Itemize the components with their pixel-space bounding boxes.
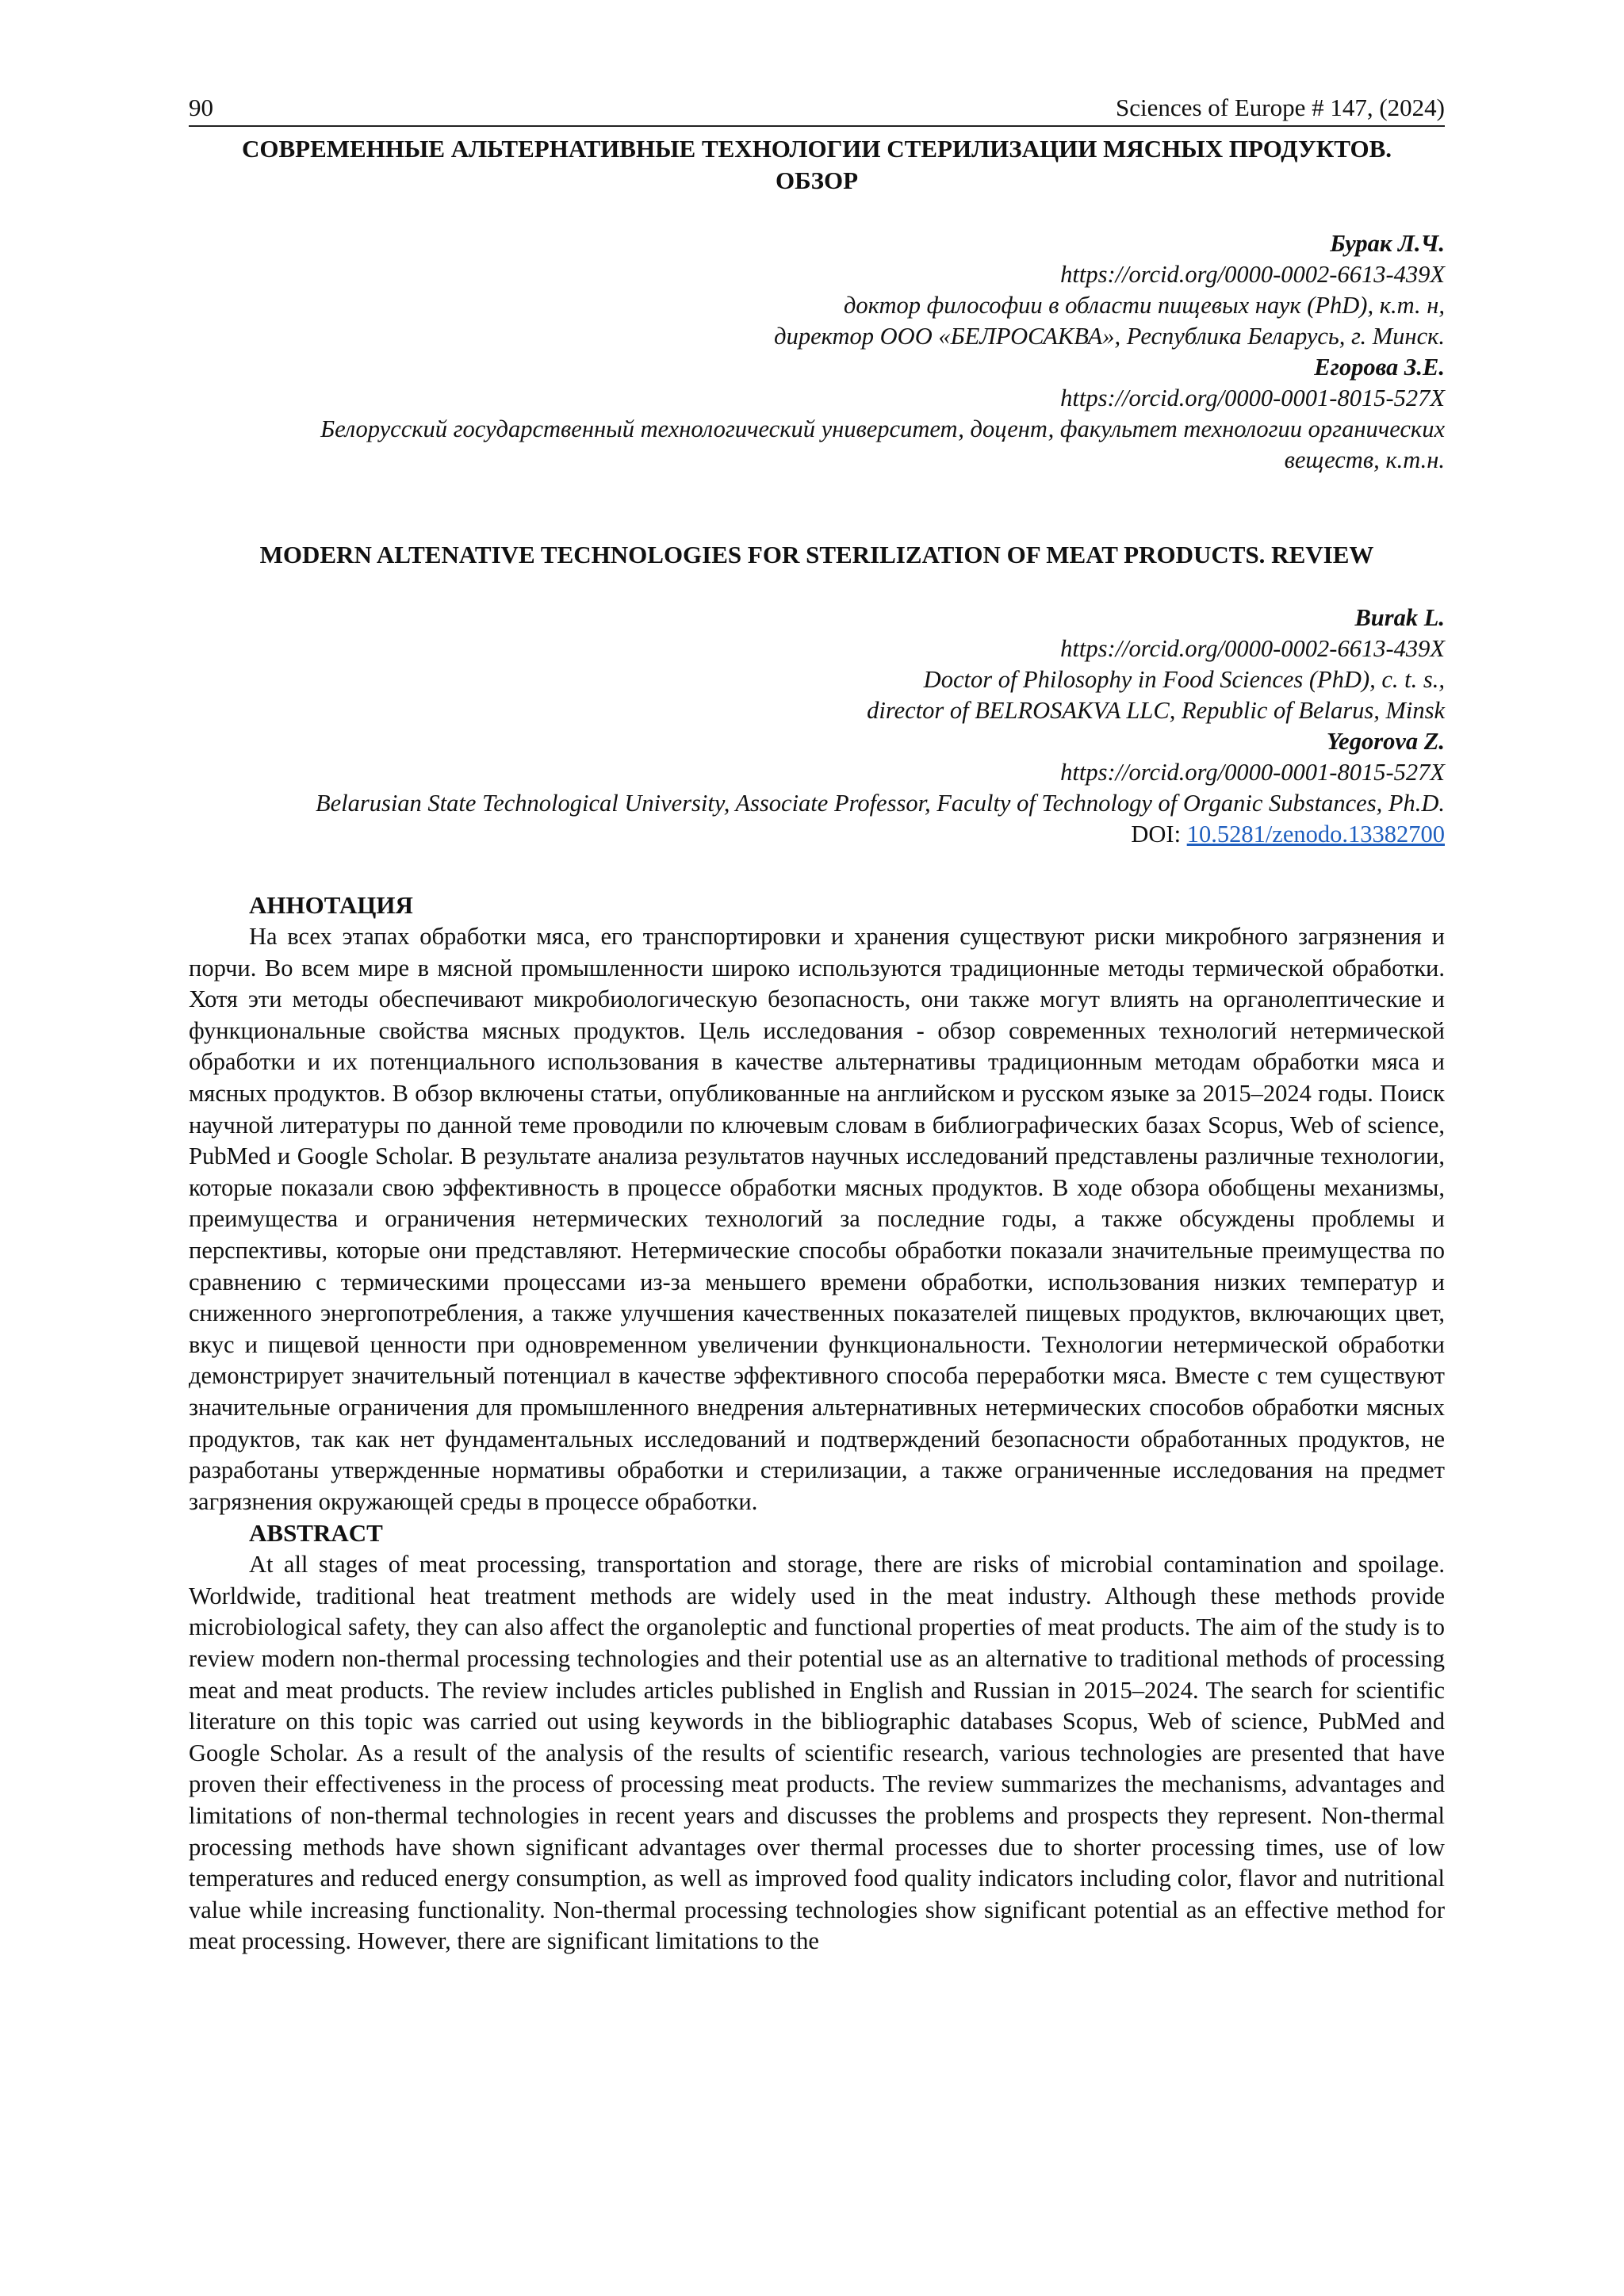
en-author2-affiliation: Belarusian State Technological University, Associate Professor, Faculty of Technology of Organic Substances, Ph.D. [315, 790, 1445, 817]
ru-author2-orcid[interactable]: https://orcid.org/0000-0001-8015-527X [1060, 385, 1445, 411]
abstract-text: At all stages of meat processing, transportation and storage, there are risks of microbial contamination and spoilage. Worldwide, traditional heat treatment methods are widely used in the meat industry. Although these methods provide microbiological safety, they can also affect the organoleptic and functional properties of meat products. The aim of the study is to review modern non-thermal processing technologies and their potential use as an alternative to traditional methods of processing meat and meat products. The review includes articles published in English and Russian in 2015–2024. The search for scientific literature on this topic was carried out using keywords in the bibliographic databases Scopus, Web of science, PubMed and Google Scholar. As a result of the analysis of the results of scientific research, various technologies are presented that have proven their effectiveness in the process of processing meat products. The review summarizes the mechanisms, advantages and limitations of non-thermal technologies in recent years and discusses the problems and prospects they represent. Non-thermal processing methods have shown significant advantages over thermal processes due to shorter processing times, use of low temperatures and reduced energy consumption, as well as improved food quality indicators including color, flavor and nutritional value while increasing functionality. Non-thermal processing technologies show significant potential as an effective method for meat processing. However, there are significant limitations to the [189, 1551, 1445, 1955]
running-header [189, 94, 1445, 127]
ru-author1-name: Бурак Л.Ч. [1330, 230, 1445, 257]
annotation-text: На всех этапах обработки мяса, его транспортировки и хранения существуют риски микробного загрязнения и порчи. Во всем мире в мясной промышленности широко используются традиционные методы термической обработки. Хотя эти методы обеспечивают микробиологическую безопасность, они также могут влиять на органолептические и функциональные свойства мясных продуктов. Цель исследования - обзор современных технологий нетермической обработки и их потенциального использования в качестве альтернативы традиционным методам обработки мяса и мясных продуктов. В обзор включены статьи, опубликованные на английском и русском языке за 2015–2024 годы. Поиск научной литературы по данной теме проводили по ключевым словам в библиографических базах Scopus, Web of science, PubMed и Google Scholar. В результате анализа результатов научных исследований представлены различные технологии, которые показали свою эффективность в процессе обработки мясных продуктов. В ходе обзора обобщены механизмы, преимущества и ограничения нетермических технологий за последние годы, а также обсуждены проблемы и перспективы, которые они представляют. Нетермические способы обработки показали значительные преимущества по сравнению с термическими процессами из-за меньшего времени обработки, использования низких температур и сниженного энергопотребления, а также улучшения качественных показателей пищевых продуктов, включающих цвет, вкус и пищевой ценности при одновременном увеличении функциональности. Технологии нетермической обработки демонстрирует значительный потенциал в качестве эффективного способа переработки мяса. Вместе с тем существуют значительные ограничения для промышленного внедрения альтернативных нетермических способов обработки мясных продуктов, так как нет фундаментальных исследований и подтверждений безопасности обработанных продуктов, не разработаны утвержденные нормативы обработки и стерилизации, а также ограниченные исследования на предмет загрязнения окружающей среды в процессе обработки. [189, 923, 1445, 1515]
ru-author1-position: директор ООО «БЕЛРОСАКВА», Республика Беларусь, г. Минск. [774, 323, 1445, 350]
ru-authors [189, 228, 1445, 476]
en-author1-position: director of BELROSAKVA LLC, Republic of Belarus, Minsk [867, 697, 1445, 724]
doi-label: DOI: [1131, 821, 1182, 848]
ru-author1-orcid[interactable]: https://orcid.org/0000-0002-6613-439X [1060, 261, 1445, 288]
en-author1-degree: Doctor of Philosophy in Food Sciences (PhD), c. t. s., [923, 666, 1445, 693]
ru-title: СОВРЕМЕННЫЕ АЛЬТЕРНАТИВНЫЕ ТЕХНОЛОГИИ СТЕРИЛИЗАЦИИ МЯСНЫХ ПРОДУКТОВ. ОБЗОР [241, 135, 1392, 194]
en-author1-orcid[interactable]: https://orcid.org/0000-0002-6613-439X [1060, 635, 1445, 662]
annotation-heading: АННОТАЦИЯ [249, 891, 413, 919]
journal-name: Sciences of Europe # 147, (2024) [1116, 94, 1445, 121]
ru-author2-affiliation: Белорусский государственный технологический университет, доцент, факультет технологии органических веществ, к.т.н. [320, 415, 1445, 473]
ru-author1-degree: доктор философии в области пищевых наук (PhD), к.т. н, [843, 292, 1445, 319]
page-number: 90 [189, 94, 213, 121]
document-page [189, 94, 1445, 1957]
ru-author2-name: Егорова З.Е. [1314, 354, 1445, 381]
en-author1-name: Burak L. [1354, 604, 1445, 631]
doi-link[interactable]: 10.5281/zenodo.13382700 [1186, 821, 1445, 848]
doi-line [189, 819, 1445, 850]
en-author2-orcid[interactable]: https://orcid.org/0000-0001-8015-527X [1060, 759, 1445, 786]
abstract-heading: ABSTRACT [249, 1519, 383, 1548]
en-title: MODERN ALTENATIVE TECHNOLOGIES FOR STERILIZATION OF MEAT PRODUCTS. REVIEW [259, 541, 1374, 568]
en-authors [189, 603, 1445, 850]
en-author2-name: Yegorova Z. [1326, 728, 1445, 755]
